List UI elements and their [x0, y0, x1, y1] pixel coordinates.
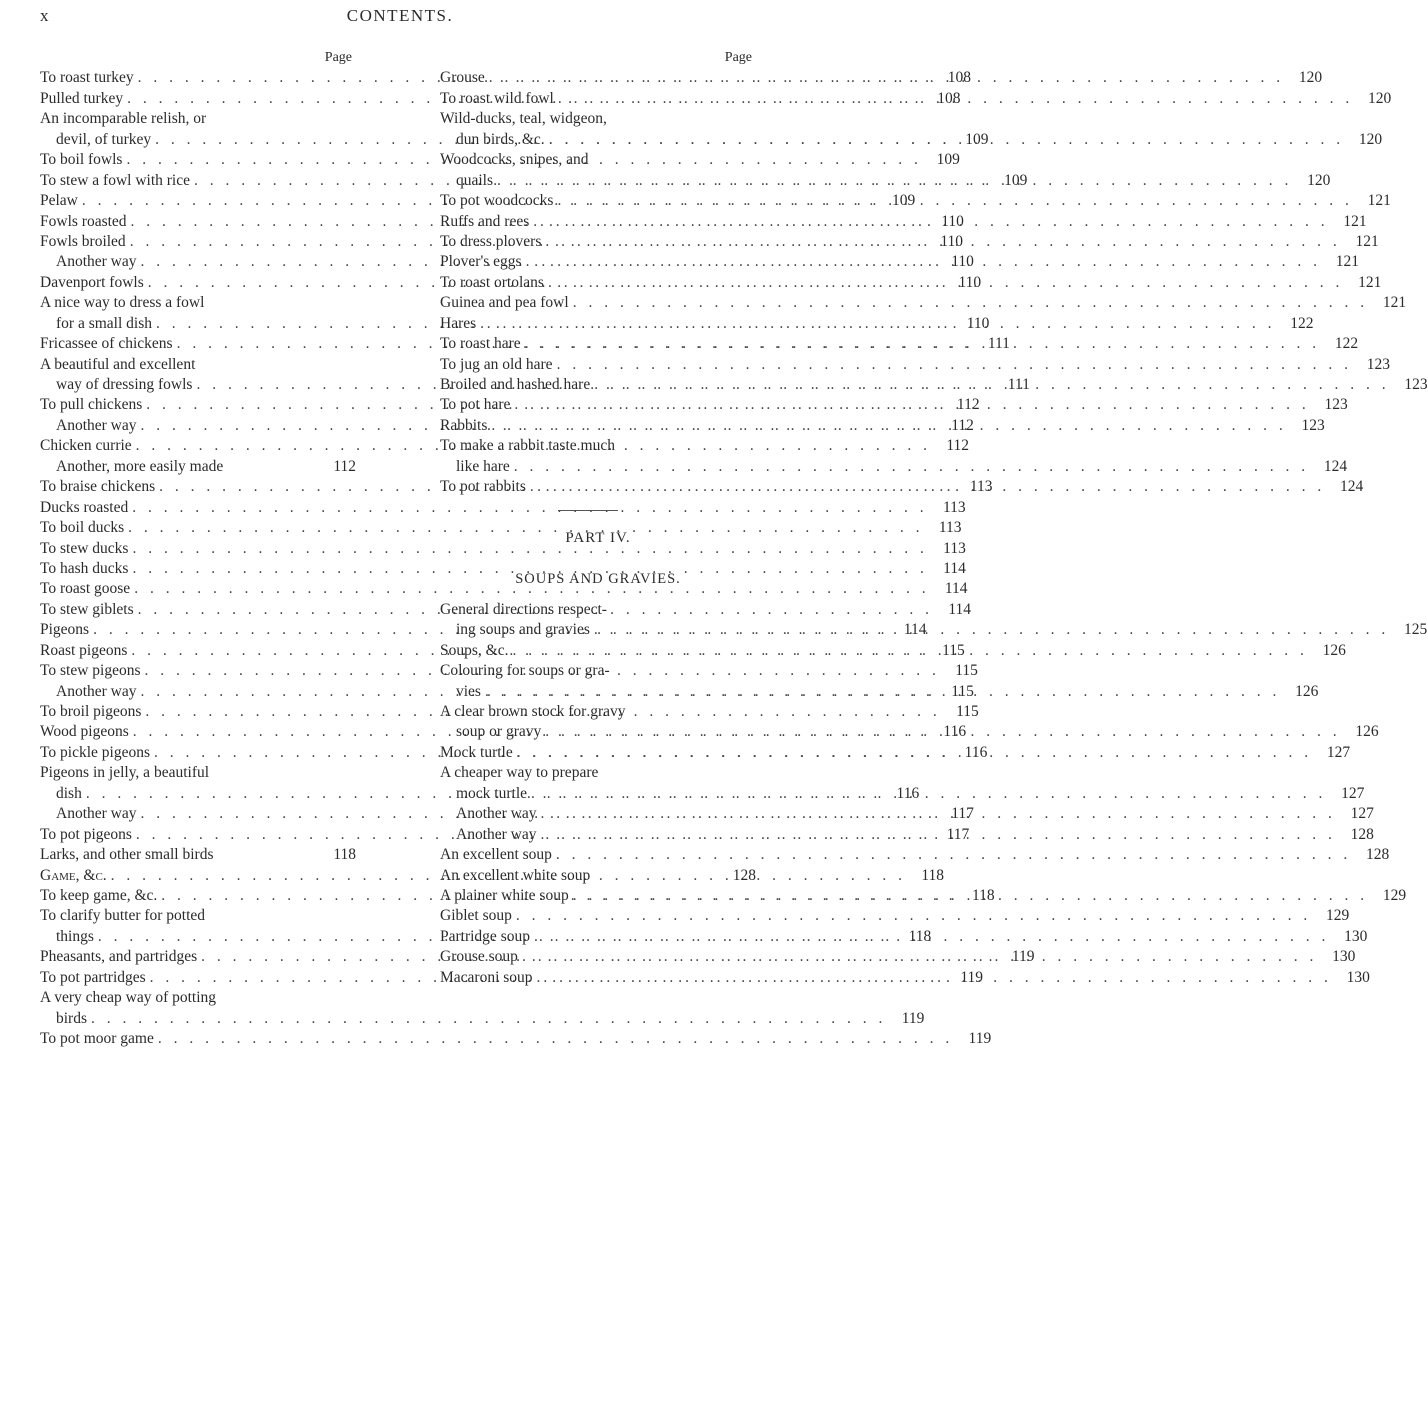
contents-entry	[440, 906, 1350, 926]
entry-title: vies	[456, 682, 481, 700]
entry-page-number: 114	[944, 580, 968, 598]
entry-page-number: 112	[946, 437, 970, 455]
entry-page-number: 130	[1344, 927, 1368, 945]
dot-leader	[590, 620, 1389, 640]
entry-title: To boil ducks	[40, 519, 125, 537]
entry-title: To keep game, &c.	[40, 886, 158, 904]
entry-page-number: 121	[1355, 232, 1379, 250]
part-subheading: SOUPS AND GRAVIES.	[515, 570, 681, 587]
dot-leader	[569, 886, 1368, 906]
entry-page-number: 120	[1298, 69, 1323, 87]
entry-title: Another way	[56, 253, 137, 271]
entry-title-line: An incomparable relish, or	[40, 110, 207, 128]
entry-title: Macaroni soup	[440, 968, 533, 986]
entry-page-number: 116	[896, 784, 920, 802]
dot-leader	[590, 375, 1389, 395]
entry-title-line: Colouring for soups or gra-	[440, 662, 610, 680]
section-divider	[440, 498, 756, 518]
entry-page-number: 118	[333, 846, 356, 864]
entry-title: Fowls broiled	[40, 232, 126, 250]
entry-page-number: 129	[1326, 907, 1350, 925]
entry-page-number: 115	[955, 662, 978, 680]
entry-page-number: 119	[1011, 948, 1035, 966]
contents-entry	[440, 866, 756, 886]
dot-leader	[87, 1009, 886, 1029]
entry-row	[40, 804, 974, 824]
entry-title: Chicken currie	[40, 437, 132, 455]
page-title: CONTENTS.	[346, 6, 454, 25]
entry-title: Pigeons	[40, 621, 90, 639]
entry-title: To pot moor game	[40, 1030, 154, 1047]
entry-page-number: 109	[1004, 171, 1028, 189]
dot-leader	[510, 395, 1309, 415]
entry-row	[40, 518, 962, 538]
entry-page-number: 118	[971, 886, 995, 904]
entry-title: To pot woodcocks	[440, 192, 554, 210]
dot-leader	[510, 457, 1309, 477]
entry-row	[440, 906, 1350, 926]
contents-entry	[40, 804, 974, 824]
entry-page-number: 115	[942, 641, 965, 659]
dot-leader	[522, 252, 1321, 272]
entry-page-number: 126	[1295, 682, 1319, 700]
dot-leader	[553, 191, 1352, 211]
dot-leader	[527, 784, 1326, 804]
entry-row	[40, 539, 966, 559]
entry-title: Ruffs and rees	[440, 212, 530, 230]
dot-leader	[529, 212, 1328, 232]
dot-leader	[541, 722, 1340, 742]
entry-title: To stew ducks	[40, 539, 129, 557]
entry-title: Plover's eggs	[440, 253, 522, 271]
entry-title: To pull chickens	[40, 396, 143, 414]
entry-row	[40, 498, 966, 518]
entry-title: like hare	[456, 457, 510, 475]
entry-page-number: 110	[966, 314, 990, 332]
entry-page-number: 128	[1366, 846, 1390, 864]
entry-row	[40, 1009, 925, 1029]
entry-title: To stew pigeons	[40, 662, 141, 680]
dot-leader	[541, 232, 1340, 252]
entry-title-line: To make a rabbit taste much	[440, 437, 615, 455]
entry-title: To stew a fowl with rice	[40, 171, 190, 189]
entry-row	[440, 355, 1390, 375]
entry-page-number: 121	[1343, 212, 1367, 230]
entry-row	[40, 1029, 992, 1049]
entry-title: Another way	[56, 805, 137, 823]
entry-title: To boil fowls	[40, 151, 123, 169]
entry-page-number: 113	[942, 498, 966, 516]
page-number: x	[40, 6, 50, 25]
entry-title: Davenport fowls	[40, 273, 144, 291]
entry-page-number: 122	[1290, 314, 1314, 332]
entry-title: Another way	[56, 682, 137, 700]
entry-page-number: 121	[1358, 273, 1382, 291]
entry-title: birds	[56, 1009, 87, 1027]
entry-title-line: A cheaper way to prepare	[440, 764, 599, 782]
entry-title-line: A beautiful and excellent	[40, 355, 196, 373]
dot-leader	[518, 947, 1317, 967]
entry-title: Grouse	[440, 69, 485, 87]
entry-page-number: 119	[968, 1030, 992, 1047]
entry-title: To broil pigeons	[40, 703, 142, 720]
contents-entry	[40, 1029, 992, 1049]
entry-title: for a small dish	[56, 314, 152, 332]
entry-title: things	[56, 927, 94, 945]
entry-title: An excellent white soup	[440, 866, 591, 884]
entry-title-line: General directions respect-	[440, 600, 607, 618]
entry-page-number: 109	[892, 192, 916, 210]
entry-page-number: 109	[936, 151, 960, 169]
entry-title: To roast hare	[440, 335, 521, 353]
entry-title: Partridge soup	[440, 927, 530, 945]
entry-page-number: 108	[937, 89, 961, 107]
entry-title: Another way	[456, 825, 537, 843]
contents-entry	[40, 579, 968, 599]
entry-title: A plainer white soup	[440, 886, 569, 904]
entry-title: To roast ortolans	[440, 273, 544, 291]
entry-page-number: 126	[1322, 641, 1346, 659]
dot-leader	[554, 89, 1353, 109]
entry-page-number: 121	[1367, 192, 1391, 210]
entry-page-number: 123	[1404, 376, 1428, 393]
entry-page-number: 129	[1382, 886, 1407, 904]
entry-page-number: 119	[901, 1009, 925, 1027]
dot-leader	[513, 743, 1312, 763]
entry-page-number: 127	[1341, 784, 1365, 802]
entry-row	[40, 457, 356, 477]
entry-title-line: Pigeons in jelly, a beautiful	[40, 764, 210, 782]
entry-title: To braise chickens	[40, 478, 156, 496]
entry-page-number: 114	[903, 621, 927, 639]
entry-title: quails	[456, 171, 494, 189]
entry-title: Game, &c.	[40, 866, 107, 884]
entry-page-number: 110	[940, 232, 964, 250]
entry-title: Grouse soup	[440, 948, 518, 966]
entry-page-number: 120	[1307, 171, 1331, 189]
dot-leader	[493, 171, 1292, 191]
page-header	[40, 6, 760, 32]
entry-page-number: 109	[965, 130, 989, 148]
entry-page-number: 115	[951, 682, 974, 700]
dot-leader	[530, 927, 1329, 947]
entry-page-number: 121	[1382, 294, 1407, 312]
dot-leader	[537, 825, 1336, 845]
entry-title: To pot pigeons	[40, 825, 132, 843]
entry-page-number: 110	[958, 273, 982, 291]
entry-title: To pot hare	[440, 396, 511, 414]
entry-row	[440, 457, 1348, 477]
entry-page-number: 128	[732, 866, 756, 884]
entry-title: Ducks roasted	[40, 498, 129, 516]
entry-page-number: 126	[1355, 723, 1379, 741]
entry-page-number: 113	[969, 478, 993, 496]
contents-entry	[40, 845, 356, 865]
contents-entry	[40, 457, 356, 477]
entry-title: Another way	[56, 416, 137, 434]
entry-title: Guinea and pea fowl	[440, 294, 569, 312]
dot-leader	[526, 477, 1325, 497]
entry-title: soup or gravy	[456, 723, 542, 741]
entry-page-number: 110	[951, 253, 974, 271]
entry-page-number: 123	[1366, 355, 1390, 373]
entry-row	[40, 579, 968, 599]
entry-title: An excellent soup	[440, 846, 552, 864]
entry-page-number: 114	[948, 600, 972, 618]
entry-title: mock turtle	[456, 784, 528, 802]
part-heading: PART IV.	[565, 530, 631, 547]
entry-page-number: 127	[1326, 743, 1351, 761]
entry-title: Hares	[440, 314, 477, 332]
contents-entry	[440, 845, 1390, 865]
entry-title: devil, of turkey	[56, 130, 152, 148]
contents-entry	[40, 539, 966, 559]
entry-row	[40, 845, 356, 865]
entry-row	[440, 845, 1390, 865]
entry-page-number: 112	[956, 396, 980, 414]
dot-leader	[553, 355, 1352, 375]
dot-leader	[512, 906, 1311, 926]
entry-title: ing soups and gravies	[456, 621, 590, 639]
entry-page-number: 115	[956, 703, 979, 720]
entry-title: To hash ducks	[40, 559, 129, 577]
entry-page-number: 124	[1323, 457, 1348, 475]
entry-title: Pheasants, and partridges	[40, 948, 198, 966]
dot-leader	[154, 1029, 953, 1049]
entry-page-number: 127	[1350, 805, 1374, 823]
dot-leader	[508, 641, 1307, 661]
entry-title: Another, more easily made	[56, 457, 224, 475]
entry-page-number: 110	[941, 212, 964, 230]
entry-title: Roast pigeons	[40, 641, 128, 659]
entry-title-line: To clarify butter for potted	[40, 907, 206, 925]
entry-page-number: 121	[1335, 253, 1359, 271]
entry-title: way of dressing fowls	[56, 376, 193, 393]
entry-page-number: 112	[333, 457, 356, 475]
entry-title: To pickle pigeons	[40, 743, 150, 761]
entry-title: To jug an old hare	[440, 355, 553, 373]
entry-page-number: 113	[943, 539, 966, 557]
dot-leader	[485, 68, 1284, 88]
entry-title: Soups, &c.	[440, 641, 509, 659]
entry-title: To pot rabbits	[440, 478, 526, 496]
entry-title: Larks, and other small birds	[40, 846, 214, 864]
entry-page-number: 120	[1367, 89, 1392, 107]
dot-leader	[569, 293, 1368, 313]
entry-page-number: 112	[951, 416, 974, 434]
entry-title: Another way	[456, 805, 537, 823]
entry-page-number: 122	[1334, 335, 1359, 353]
entry-row	[440, 866, 756, 886]
dot-leader	[545, 130, 1344, 150]
entry-page-number: 128	[1350, 825, 1374, 843]
contents-entry	[40, 988, 925, 1029]
entry-title-line: A nice way to dress a fowl	[40, 294, 205, 312]
entry-page-number: 125	[1404, 621, 1428, 639]
entry-page-number: 120	[1358, 130, 1383, 148]
entry-page-number: 130	[1332, 948, 1356, 966]
entry-title: Broiled and hashed hare	[440, 376, 591, 393]
page-column-heading: Page	[324, 50, 352, 65]
entry-page-number: 130	[1346, 968, 1370, 986]
entry-title: Fowls roasted	[40, 212, 127, 230]
entry-title: Pulled turkey	[40, 89, 124, 107]
entry-title: To pot partridges	[40, 968, 146, 986]
entry-title: Rabbits	[440, 416, 488, 434]
entry-row	[440, 293, 1407, 313]
entry-page-number: 124	[1340, 478, 1364, 496]
entry-title-line: Wild-ducks, teal, widgeon,	[440, 110, 607, 128]
entry-title: To roast wild fowl	[440, 89, 554, 107]
entry-title: dish	[56, 784, 82, 802]
entry-title: dun birds, &c.	[456, 130, 545, 148]
entry-title-line: A clear brown stock for gravy	[440, 703, 626, 721]
entry-title-line: A very cheap way of potting	[40, 989, 217, 1007]
entry-title: Giblet soup	[440, 907, 512, 925]
entry-page-number: 116	[964, 743, 988, 761]
entry-page-number: 114	[943, 559, 966, 577]
entry-page-number: 118	[908, 927, 932, 945]
entry-title: To stew giblets	[40, 600, 134, 618]
dot-leader	[476, 314, 1275, 334]
dot-leader	[533, 968, 1332, 988]
entry-title: To roast goose	[40, 580, 131, 598]
entry-page-number: 111	[987, 335, 1010, 353]
dot-leader	[521, 334, 1320, 354]
entry-page-number: 117	[946, 825, 970, 843]
entry-page-number: 123	[1324, 396, 1348, 414]
entry-title: Pelaw	[40, 192, 78, 210]
contents-entry	[440, 293, 1407, 313]
entry-title: Wood pigeons	[40, 723, 129, 741]
dot-leader	[544, 273, 1343, 293]
entry-page-number: 118	[921, 866, 945, 884]
dot-leader	[552, 845, 1351, 865]
entry-page-number: 116	[943, 723, 967, 741]
entry-title: To roast turkey	[40, 69, 134, 87]
dot-leader	[481, 682, 1280, 702]
page-column-heading: Page	[724, 50, 752, 65]
entry-page-number: 111	[1007, 376, 1030, 393]
entry-title-line: Woodcocks, snipes, and	[440, 151, 589, 169]
entry-title: To dress plovers	[440, 232, 542, 250]
entry-page-number: 113	[938, 519, 962, 537]
entry-page-number: 117	[951, 805, 974, 823]
entry-title: Mock turtle	[440, 743, 513, 761]
entry-title: Fricassee of chickens	[40, 335, 173, 353]
contents-entry	[40, 498, 966, 518]
entry-page-number: 119	[960, 968, 984, 986]
entry-page-number: 123	[1301, 416, 1325, 434]
entry-page-number: 108	[947, 69, 971, 87]
dot-leader	[537, 804, 1336, 824]
contents-entry	[40, 518, 962, 538]
contents-entry	[440, 355, 1390, 375]
dot-leader	[487, 416, 1286, 436]
